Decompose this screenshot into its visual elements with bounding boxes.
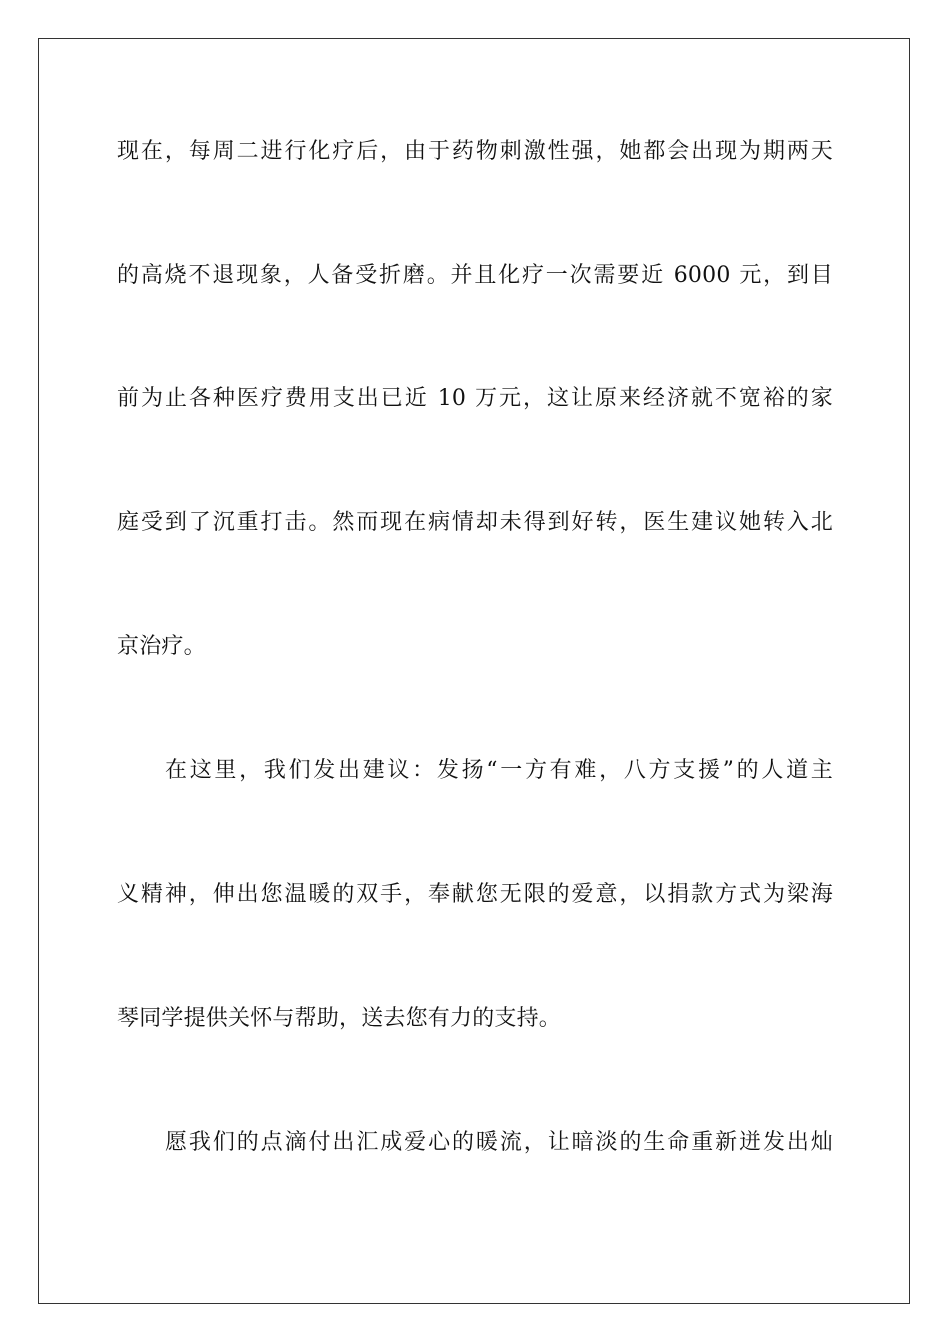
paragraph-line: 义精神，伸出您温暖的双手，奉献您无限的爱意，以捐款方式为梁海 <box>117 882 833 907</box>
paragraph-line: 京治疗。 <box>117 634 206 659</box>
paragraph-line: 现在，每周二进行化疗后，由于药物刺激性强，她都会出现为期两天 <box>117 139 833 164</box>
paragraph-line: 前为止各种医疗费用支出已近 10 万元，这让原来经济就不宽裕的家 <box>117 386 833 411</box>
page-border <box>38 38 910 1304</box>
paragraph-line: 琴同学提供关怀与帮助，送去您有力的支持。 <box>117 1006 562 1031</box>
paragraph-line: 愿我们的点滴付出汇成爱心的暖流，让暗淡的生命重新迸发出灿 <box>165 1130 833 1155</box>
paragraph-line: 在这里，我们发出建议：发扬“一方有难，八方支援”的人道主 <box>165 758 833 783</box>
paragraph-line: 的高烧不退现象，人备受折磨。并且化疗一次需要近 6000 元，到目 <box>117 263 833 288</box>
paragraph-line: 庭受到了沉重打击。然而现在病情却未得到好转，医生建议她转入北 <box>117 510 833 535</box>
